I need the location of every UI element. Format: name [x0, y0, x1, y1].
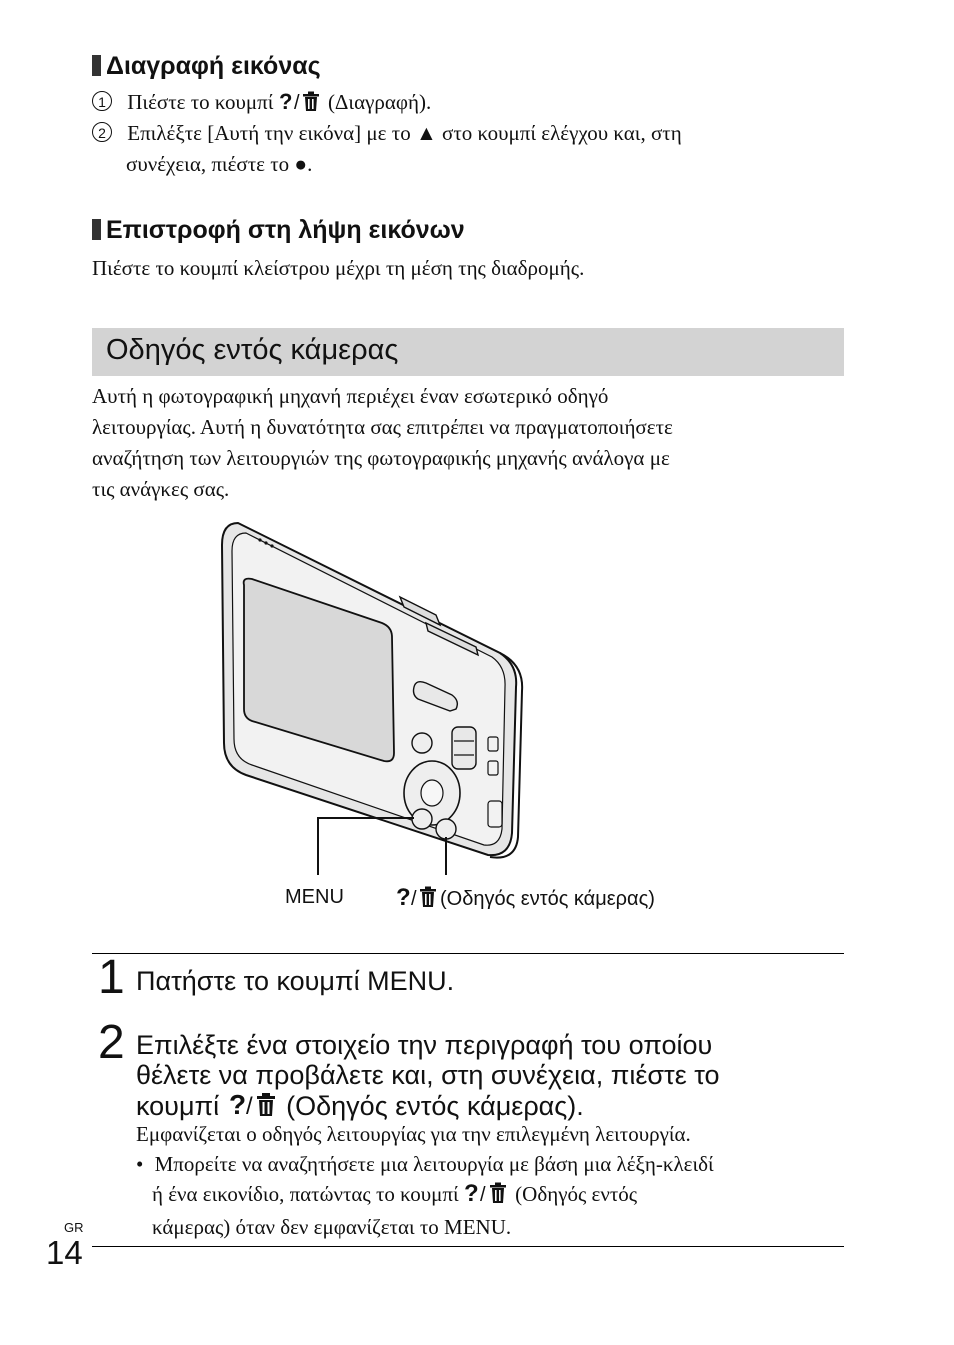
step-2-line: θέλετε να προβάλετε και, στη συνέχεια, πιέστε το — [136, 1060, 720, 1090]
intro-line: αναζήτηση των λειτουργιών της φωτογραφικής μηχανής ανάλογα με — [92, 446, 670, 470]
step-2-line3-start: κουμπί — [136, 1091, 227, 1121]
note-line: κάμερας) όταν δεν εμφανίζεται το MENU. — [152, 1215, 512, 1239]
svg-text:?: ? — [278, 90, 293, 112]
label-guide-text: (Οδηγός εντός κάμερας) — [440, 888, 655, 910]
section-title: Οδηγός εντός κάμερας — [106, 334, 399, 366]
heading-marker — [92, 219, 101, 240]
intro-line: λειτουργίας. Αυτή η δυνατότητα σας επιτρέπει να πραγματοποιήσετε — [92, 415, 673, 439]
center-button-icon: ● — [294, 152, 308, 176]
help-trash-icon — [464, 1180, 510, 1212]
help-trash-icon — [396, 884, 440, 914]
svg-text:/: / — [293, 92, 300, 112]
step-text: Πιέστε το κουμπί — [127, 90, 279, 114]
step-number: 1 — [92, 91, 112, 111]
intro-paragraph — [92, 381, 852, 505]
camera-illustration — [200, 515, 540, 875]
step-2-title — [136, 1030, 856, 1124]
svg-text:?: ? — [396, 884, 411, 908]
divider-bottom — [92, 1246, 844, 1247]
heading-delete-image — [92, 52, 321, 81]
step-number: 2 — [92, 122, 112, 142]
language-code: GR — [64, 1220, 84, 1235]
svg-text:?: ? — [463, 1180, 479, 1204]
step-1-text: Πατήστε το κουμπί MENU. — [136, 966, 455, 996]
step-text-end: (Διαγραφή). — [322, 90, 432, 114]
step-text: Επιλέξτε [Αυτή την εικόνα] με το — [127, 121, 416, 145]
intro-line: τις ανάγκες σας. — [92, 477, 230, 501]
svg-text:/: / — [411, 888, 417, 908]
heading-text: Διαγραφή εικόνας — [106, 52, 321, 80]
note-line: ή ένα εικονίδιο, πατώντας το κουμπί — [152, 1182, 464, 1206]
intro-line: Αυτή η φωτογραφική μηχανή περιέχει έναν εσωτερικό οδηγό — [92, 384, 609, 408]
up-triangle-icon: ▲ — [415, 121, 437, 145]
svg-text:/: / — [245, 1093, 253, 1118]
delete-step-2 — [92, 118, 852, 180]
step-1-number: 1 — [98, 951, 125, 1004]
step-text-line2: συνέχεια, πιέστε το — [126, 152, 295, 176]
page-number: 14 — [46, 1234, 83, 1271]
step-2-line3-end: (Οδηγός εντός κάμερας). — [278, 1091, 584, 1121]
note-line-end: (Οδηγός εντός — [509, 1182, 638, 1206]
delete-step-1 — [92, 87, 852, 121]
heading-return-shooting — [92, 216, 465, 245]
divider-top — [92, 953, 844, 954]
step-text-cont: στο κουμπί ελέγχου και, στη — [436, 121, 682, 145]
label-guide — [396, 884, 655, 914]
step-2-note — [136, 1149, 856, 1242]
help-trash-icon — [279, 90, 323, 121]
svg-text:/: / — [479, 1184, 486, 1204]
step-2-description: Εμφανίζεται ο οδηγός λειτουργίας για την επιλεγμένη λειτουργία. — [136, 1122, 691, 1146]
step-2-number: 2 — [98, 1016, 125, 1069]
step-2-line: Επιλέξτε ένα στοιχείο την περιγραφή του οποίου — [136, 1030, 713, 1060]
heading-text: Επιστροφή στη λήψη εικόνων — [106, 216, 465, 244]
step-text-end: . — [307, 152, 313, 176]
svg-text:?: ? — [228, 1090, 246, 1118]
bullet: • — [136, 1152, 144, 1176]
heading-marker — [92, 55, 101, 76]
return-shooting-text: Πιέστε το κουμπί κλείστρου μέχρι τη μέση της διαδρομής. — [92, 256, 585, 280]
note-line: Μπορείτε να αναζητήσετε μια λειτουργία με βάση μια λέξη-κλειδί — [154, 1152, 714, 1176]
label-menu: MENU — [285, 886, 344, 908]
